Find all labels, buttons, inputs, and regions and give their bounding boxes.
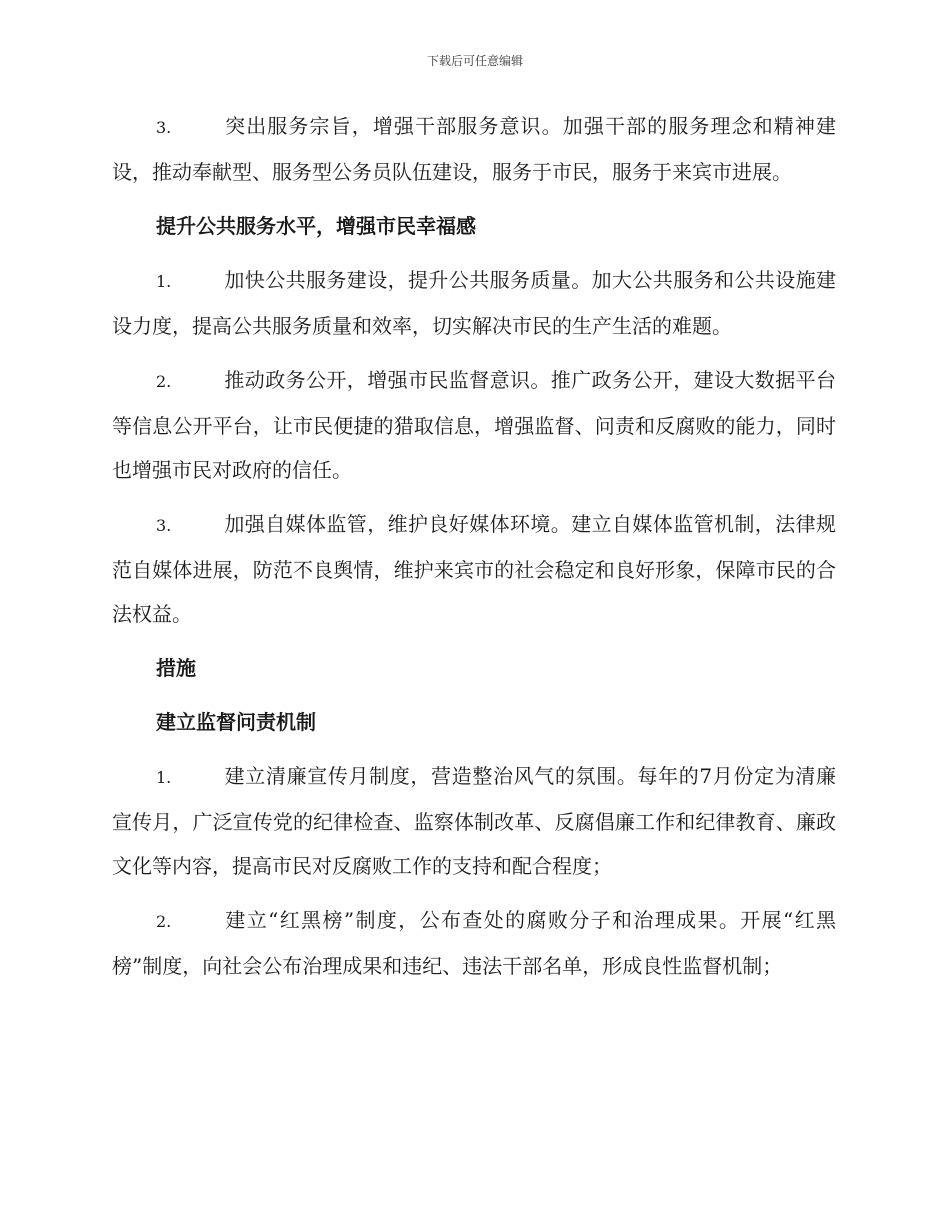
item-text: 推动政务公开，增强市民监督意识。推广政务公开，建设大数据平台等信息公开平台，让市民便捷的猎取信息，增强监督、问责和反腐败的能力，同时也增强市民对政府的信任。 [112, 368, 836, 482]
item-number: 3. [156, 516, 172, 535]
list-item [112, 898, 836, 988]
item-number: 1. [156, 272, 172, 291]
list-item [112, 502, 836, 636]
item-number: 2. [156, 372, 172, 391]
item-text: 加快公共服务建设，提升公共服务质量。加大公共服务和公共设施建设力度，提高公共服务质量和效率，切实解决市民的生产生活的难题。 [112, 268, 836, 338]
item-text: 突出服务宗旨，增强干部服务意识。加强干部的服务理念和精神建设，推动奉献型、服务型公务员队伍建设，服务于市民，服务于来宾市进展。 [112, 114, 836, 184]
item-number: 1. [156, 768, 172, 787]
item-number: 3. [156, 118, 172, 137]
list-item [112, 754, 836, 888]
item-text: 建立“红黑榜”制度，公布查处的腐败分子和治理成果。开展“红黑榜”制度，向社会公布治理成果和违纪、违法干部名单，形成良性监督机制； [112, 908, 836, 978]
subsection-heading: 建立监督问责机制 [156, 710, 316, 734]
item-number: 2. [156, 912, 172, 931]
section-heading: 措施 [156, 656, 196, 680]
item-text: 加强自媒体监管，维护良好媒体环境。建立自媒体监管机制，法律规范自媒体进展，防范不良舆情，维护来宾市的社会稳定和良好形象，保障市民的合法权益。 [112, 512, 836, 626]
list-item [112, 104, 836, 194]
list-item [112, 258, 836, 348]
section-heading: 提升公共服务水平，增强市民幸福感 [156, 214, 476, 238]
page-header: 下载后可任意编辑 [426, 54, 523, 68]
list-item [112, 358, 836, 492]
item-text: 建立清廉宣传月制度，营造整治风气的氛围。每年的7月份定为清廉宣传月，广泛宣传党的纪律检查、监察体制改革、反腐倡廉工作和纪律教育、廉政文化等内容，提高市民对反腐败工作的支持和配合程度； [112, 764, 836, 878]
document-body [112, 104, 836, 998]
